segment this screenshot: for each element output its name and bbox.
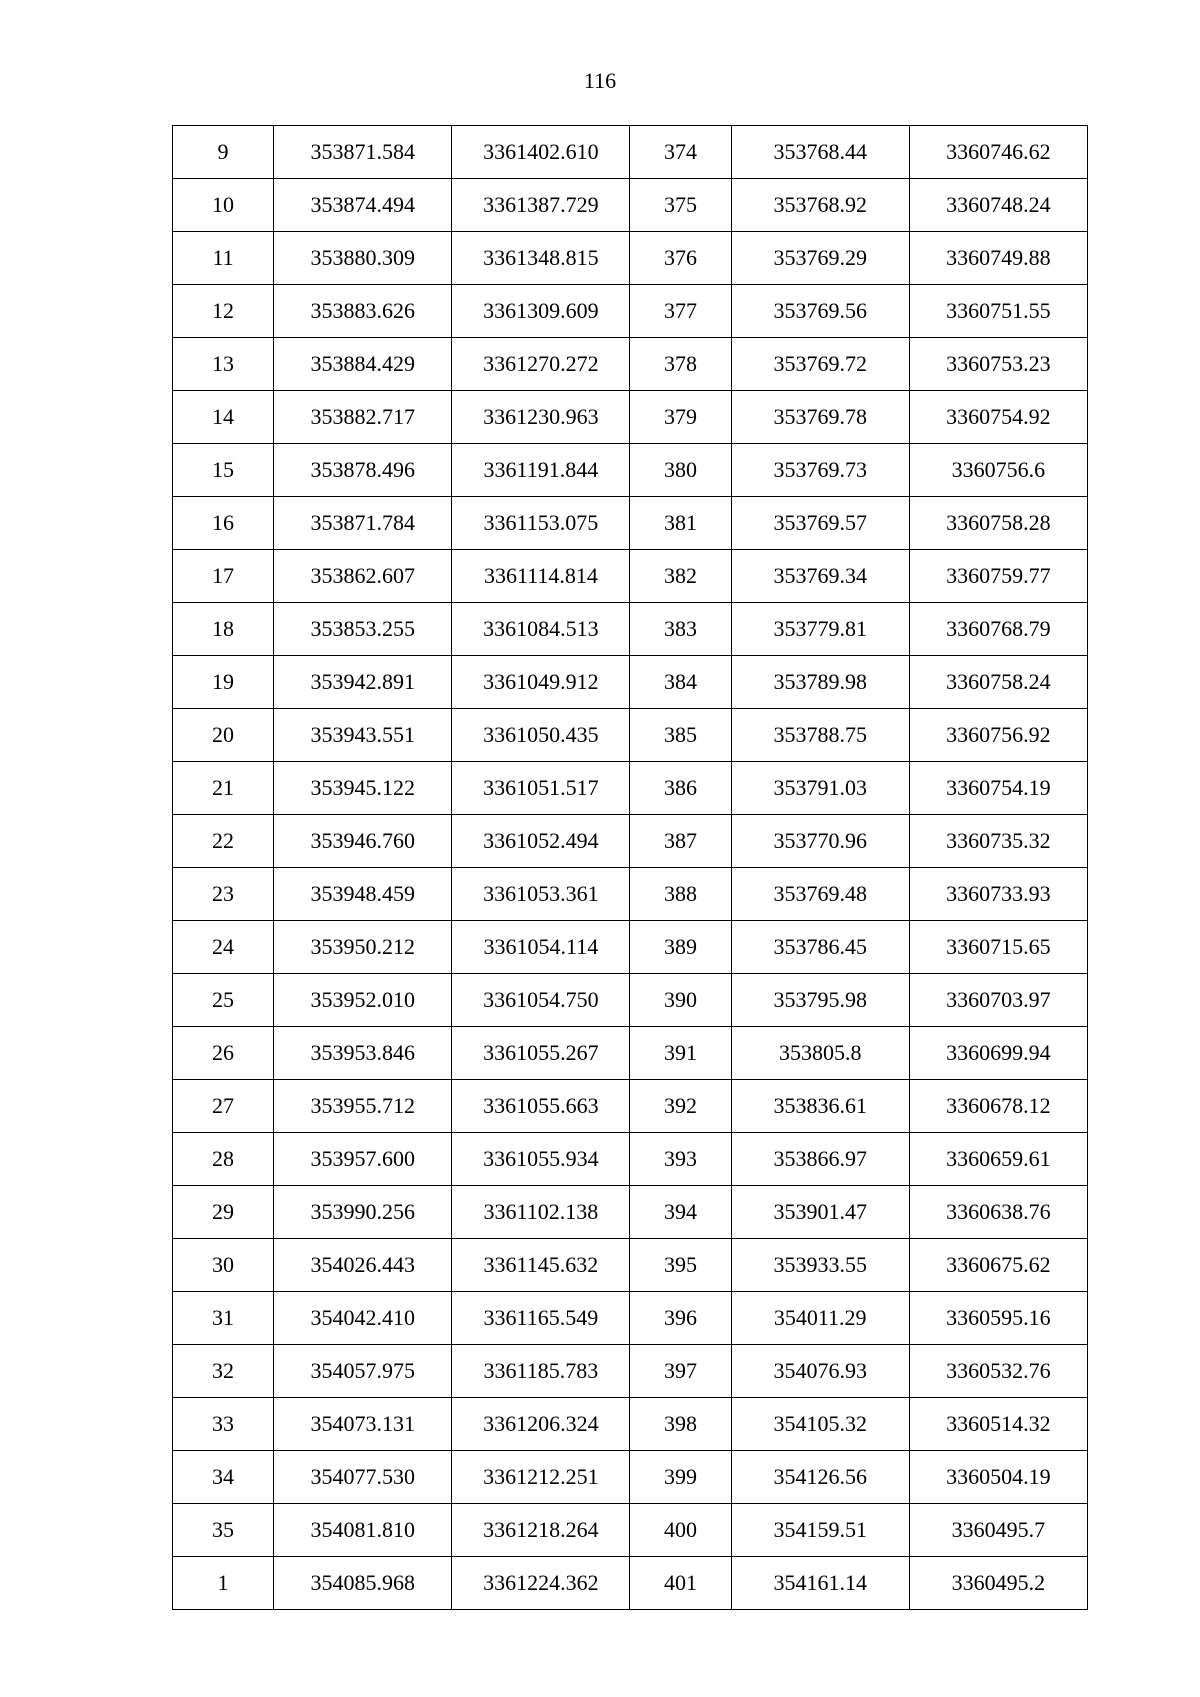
point-id-left-cell: 22 (173, 815, 274, 868)
y-coord-right-cell: 3360715.65 (909, 921, 1087, 974)
x-coord-right-cell: 353791.03 (731, 762, 909, 815)
y-coord-left-cell: 3361191.844 (452, 444, 630, 497)
x-coord-left-cell: 353955.712 (274, 1080, 452, 1133)
y-coord-left-cell: 3361055.267 (452, 1027, 630, 1080)
point-id-left-cell: 13 (173, 338, 274, 391)
x-coord-right-cell: 354011.29 (731, 1292, 909, 1345)
table-row (173, 232, 1088, 285)
y-coord-right-cell: 3360514.32 (909, 1398, 1087, 1451)
point-id-right-cell: 389 (630, 921, 731, 974)
y-coord-left-cell: 3361224.362 (452, 1557, 630, 1610)
point-id-left-cell: 24 (173, 921, 274, 974)
y-coord-right-cell: 3360638.76 (909, 1186, 1087, 1239)
table-row (173, 338, 1088, 391)
x-coord-right-cell: 354126.56 (731, 1451, 909, 1504)
y-coord-right-cell: 3360754.92 (909, 391, 1087, 444)
x-coord-right-cell: 353769.56 (731, 285, 909, 338)
table-row (173, 391, 1088, 444)
table-row (173, 1133, 1088, 1186)
point-id-right-cell: 393 (630, 1133, 731, 1186)
x-coord-right-cell: 353768.92 (731, 179, 909, 232)
table-row (173, 921, 1088, 974)
point-id-left-cell: 15 (173, 444, 274, 497)
point-id-left-cell: 26 (173, 1027, 274, 1080)
y-coord-left-cell: 3361212.251 (452, 1451, 630, 1504)
point-id-right-cell: 387 (630, 815, 731, 868)
x-coord-left-cell: 353871.584 (274, 126, 452, 179)
y-coord-right-cell: 3360748.24 (909, 179, 1087, 232)
point-id-left-cell: 28 (173, 1133, 274, 1186)
x-coord-left-cell: 353883.626 (274, 285, 452, 338)
x-coord-right-cell: 353770.96 (731, 815, 909, 868)
y-coord-left-cell: 3361402.610 (452, 126, 630, 179)
x-coord-left-cell: 353862.607 (274, 550, 452, 603)
table-row (173, 497, 1088, 550)
table-row (173, 1451, 1088, 1504)
x-coord-right-cell: 354159.51 (731, 1504, 909, 1557)
table-row (173, 1345, 1088, 1398)
x-coord-left-cell: 354085.968 (274, 1557, 452, 1610)
table-row (173, 974, 1088, 1027)
x-coord-right-cell: 353789.98 (731, 656, 909, 709)
point-id-left-cell: 12 (173, 285, 274, 338)
point-id-right-cell: 378 (630, 338, 731, 391)
x-coord-left-cell: 353871.784 (274, 497, 452, 550)
table-row (173, 1292, 1088, 1345)
point-id-right-cell: 395 (630, 1239, 731, 1292)
point-id-left-cell: 9 (173, 126, 274, 179)
point-id-right-cell: 392 (630, 1080, 731, 1133)
point-id-left-cell: 23 (173, 868, 274, 921)
point-id-right-cell: 380 (630, 444, 731, 497)
point-id-left-cell: 20 (173, 709, 274, 762)
y-coord-left-cell: 3361153.075 (452, 497, 630, 550)
x-coord-right-cell: 354076.93 (731, 1345, 909, 1398)
point-id-right-cell: 388 (630, 868, 731, 921)
y-coord-right-cell: 3360678.12 (909, 1080, 1087, 1133)
y-coord-left-cell: 3361185.783 (452, 1345, 630, 1398)
point-id-left-cell: 10 (173, 179, 274, 232)
point-id-left-cell: 35 (173, 1504, 274, 1557)
point-id-left-cell: 29 (173, 1186, 274, 1239)
table-row (173, 709, 1088, 762)
x-coord-left-cell: 353948.459 (274, 868, 452, 921)
y-coord-right-cell: 3360746.62 (909, 126, 1087, 179)
y-coord-left-cell: 3361053.361 (452, 868, 630, 921)
point-id-right-cell: 398 (630, 1398, 731, 1451)
point-id-left-cell: 1 (173, 1557, 274, 1610)
point-id-left-cell: 25 (173, 974, 274, 1027)
y-coord-right-cell: 3360699.94 (909, 1027, 1087, 1080)
table-row (173, 868, 1088, 921)
y-coord-left-cell: 3361145.632 (452, 1239, 630, 1292)
x-coord-right-cell: 353805.8 (731, 1027, 909, 1080)
y-coord-left-cell: 3361114.814 (452, 550, 630, 603)
point-id-right-cell: 401 (630, 1557, 731, 1610)
y-coord-right-cell: 3360754.19 (909, 762, 1087, 815)
table-row (173, 762, 1088, 815)
y-coord-left-cell: 3361054.750 (452, 974, 630, 1027)
y-coord-left-cell: 3361206.324 (452, 1398, 630, 1451)
x-coord-left-cell: 353942.891 (274, 656, 452, 709)
y-coord-right-cell: 3360749.88 (909, 232, 1087, 285)
x-coord-left-cell: 354077.530 (274, 1451, 452, 1504)
x-coord-left-cell: 353880.309 (274, 232, 452, 285)
y-coord-right-cell: 3360532.76 (909, 1345, 1087, 1398)
point-id-left-cell: 31 (173, 1292, 274, 1345)
point-id-right-cell: 382 (630, 550, 731, 603)
point-id-right-cell: 374 (630, 126, 731, 179)
x-coord-right-cell: 353769.78 (731, 391, 909, 444)
y-coord-right-cell: 3360703.97 (909, 974, 1087, 1027)
point-id-left-cell: 14 (173, 391, 274, 444)
y-coord-left-cell: 3361102.138 (452, 1186, 630, 1239)
y-coord-left-cell: 3361084.513 (452, 603, 630, 656)
y-coord-right-cell: 3360753.23 (909, 338, 1087, 391)
point-id-left-cell: 17 (173, 550, 274, 603)
table-row (173, 1239, 1088, 1292)
point-id-right-cell: 396 (630, 1292, 731, 1345)
point-id-left-cell: 19 (173, 656, 274, 709)
x-coord-right-cell: 353933.55 (731, 1239, 909, 1292)
y-coord-right-cell: 3360495.7 (909, 1504, 1087, 1557)
y-coord-right-cell: 3360659.61 (909, 1133, 1087, 1186)
table-row (173, 1027, 1088, 1080)
page-number: 116 (583, 68, 617, 93)
table-row (173, 285, 1088, 338)
x-coord-left-cell: 354042.410 (274, 1292, 452, 1345)
x-coord-left-cell: 353878.496 (274, 444, 452, 497)
table-row (173, 1398, 1088, 1451)
x-coord-left-cell: 353874.494 (274, 179, 452, 232)
point-id-right-cell: 375 (630, 179, 731, 232)
y-coord-right-cell: 3360733.93 (909, 868, 1087, 921)
y-coord-right-cell: 3360595.16 (909, 1292, 1087, 1345)
x-coord-right-cell: 353769.34 (731, 550, 909, 603)
point-id-right-cell: 390 (630, 974, 731, 1027)
x-coord-right-cell: 353795.98 (731, 974, 909, 1027)
y-coord-left-cell: 3361309.609 (452, 285, 630, 338)
x-coord-left-cell: 353853.255 (274, 603, 452, 656)
point-id-right-cell: 383 (630, 603, 731, 656)
y-coord-left-cell: 3361270.272 (452, 338, 630, 391)
y-coord-right-cell: 3360768.79 (909, 603, 1087, 656)
table-row (173, 1504, 1088, 1557)
x-coord-right-cell: 353836.61 (731, 1080, 909, 1133)
point-id-right-cell: 377 (630, 285, 731, 338)
x-coord-left-cell: 353946.760 (274, 815, 452, 868)
y-coord-right-cell: 3360495.2 (909, 1557, 1087, 1610)
x-coord-left-cell: 354081.810 (274, 1504, 452, 1557)
y-coord-left-cell: 3361230.963 (452, 391, 630, 444)
point-id-right-cell: 394 (630, 1186, 731, 1239)
y-coord-left-cell: 3361348.815 (452, 232, 630, 285)
x-coord-left-cell: 353884.429 (274, 338, 452, 391)
y-coord-left-cell: 3361055.934 (452, 1133, 630, 1186)
point-id-right-cell: 379 (630, 391, 731, 444)
x-coord-left-cell: 353957.600 (274, 1133, 452, 1186)
y-coord-right-cell: 3360675.62 (909, 1239, 1087, 1292)
table-row (173, 1557, 1088, 1610)
table-row (173, 126, 1088, 179)
point-id-right-cell: 399 (630, 1451, 731, 1504)
point-id-right-cell: 386 (630, 762, 731, 815)
point-id-left-cell: 32 (173, 1345, 274, 1398)
y-coord-left-cell: 3361052.494 (452, 815, 630, 868)
x-coord-left-cell: 353945.122 (274, 762, 452, 815)
x-coord-right-cell: 353769.72 (731, 338, 909, 391)
y-coord-right-cell: 3360759.77 (909, 550, 1087, 603)
table-row (173, 603, 1088, 656)
x-coord-left-cell: 353952.010 (274, 974, 452, 1027)
x-coord-right-cell: 353866.97 (731, 1133, 909, 1186)
y-coord-right-cell: 3360751.55 (909, 285, 1087, 338)
y-coord-left-cell: 3361218.264 (452, 1504, 630, 1557)
table-row (173, 179, 1088, 232)
y-coord-right-cell: 3360504.19 (909, 1451, 1087, 1504)
table-row (173, 1186, 1088, 1239)
table-row (173, 550, 1088, 603)
coordinate-table (172, 125, 1088, 1610)
point-id-left-cell: 11 (173, 232, 274, 285)
x-coord-right-cell: 353901.47 (731, 1186, 909, 1239)
x-coord-right-cell: 353769.29 (731, 232, 909, 285)
point-id-left-cell: 16 (173, 497, 274, 550)
x-coord-right-cell: 353788.75 (731, 709, 909, 762)
x-coord-right-cell: 353769.48 (731, 868, 909, 921)
point-id-right-cell: 384 (630, 656, 731, 709)
point-id-right-cell: 376 (630, 232, 731, 285)
x-coord-left-cell: 354026.443 (274, 1239, 452, 1292)
x-coord-left-cell: 353943.551 (274, 709, 452, 762)
point-id-left-cell: 21 (173, 762, 274, 815)
table-row (173, 444, 1088, 497)
y-coord-left-cell: 3361165.549 (452, 1292, 630, 1345)
x-coord-right-cell: 353769.57 (731, 497, 909, 550)
x-coord-left-cell: 353953.846 (274, 1027, 452, 1080)
point-id-right-cell: 385 (630, 709, 731, 762)
y-coord-right-cell: 3360735.32 (909, 815, 1087, 868)
point-id-left-cell: 33 (173, 1398, 274, 1451)
point-id-right-cell: 391 (630, 1027, 731, 1080)
point-id-left-cell: 27 (173, 1080, 274, 1133)
y-coord-left-cell: 3361055.663 (452, 1080, 630, 1133)
y-coord-right-cell: 3360758.24 (909, 656, 1087, 709)
x-coord-left-cell: 353882.717 (274, 391, 452, 444)
coordinate-table-body (173, 126, 1088, 1610)
x-coord-right-cell: 353786.45 (731, 921, 909, 974)
y-coord-left-cell: 3361054.114 (452, 921, 630, 974)
table-row (173, 1080, 1088, 1133)
x-coord-right-cell: 354161.14 (731, 1557, 909, 1610)
point-id-left-cell: 34 (173, 1451, 274, 1504)
x-coord-left-cell: 354073.131 (274, 1398, 452, 1451)
y-coord-right-cell: 3360756.92 (909, 709, 1087, 762)
x-coord-right-cell: 354105.32 (731, 1398, 909, 1451)
x-coord-left-cell: 354057.975 (274, 1345, 452, 1398)
y-coord-left-cell: 3361051.517 (452, 762, 630, 815)
y-coord-left-cell: 3361387.729 (452, 179, 630, 232)
x-coord-left-cell: 353950.212 (274, 921, 452, 974)
point-id-left-cell: 30 (173, 1239, 274, 1292)
y-coord-right-cell: 3360758.28 (909, 497, 1087, 550)
y-coord-right-cell: 3360756.6 (909, 444, 1087, 497)
x-coord-right-cell: 353779.81 (731, 603, 909, 656)
x-coord-right-cell: 353769.73 (731, 444, 909, 497)
x-coord-right-cell: 353768.44 (731, 126, 909, 179)
y-coord-left-cell: 3361050.435 (452, 709, 630, 762)
point-id-left-cell: 18 (173, 603, 274, 656)
table-row (173, 815, 1088, 868)
y-coord-left-cell: 3361049.912 (452, 656, 630, 709)
point-id-right-cell: 400 (630, 1504, 731, 1557)
point-id-right-cell: 397 (630, 1345, 731, 1398)
x-coord-left-cell: 353990.256 (274, 1186, 452, 1239)
point-id-right-cell: 381 (630, 497, 731, 550)
table-row (173, 656, 1088, 709)
